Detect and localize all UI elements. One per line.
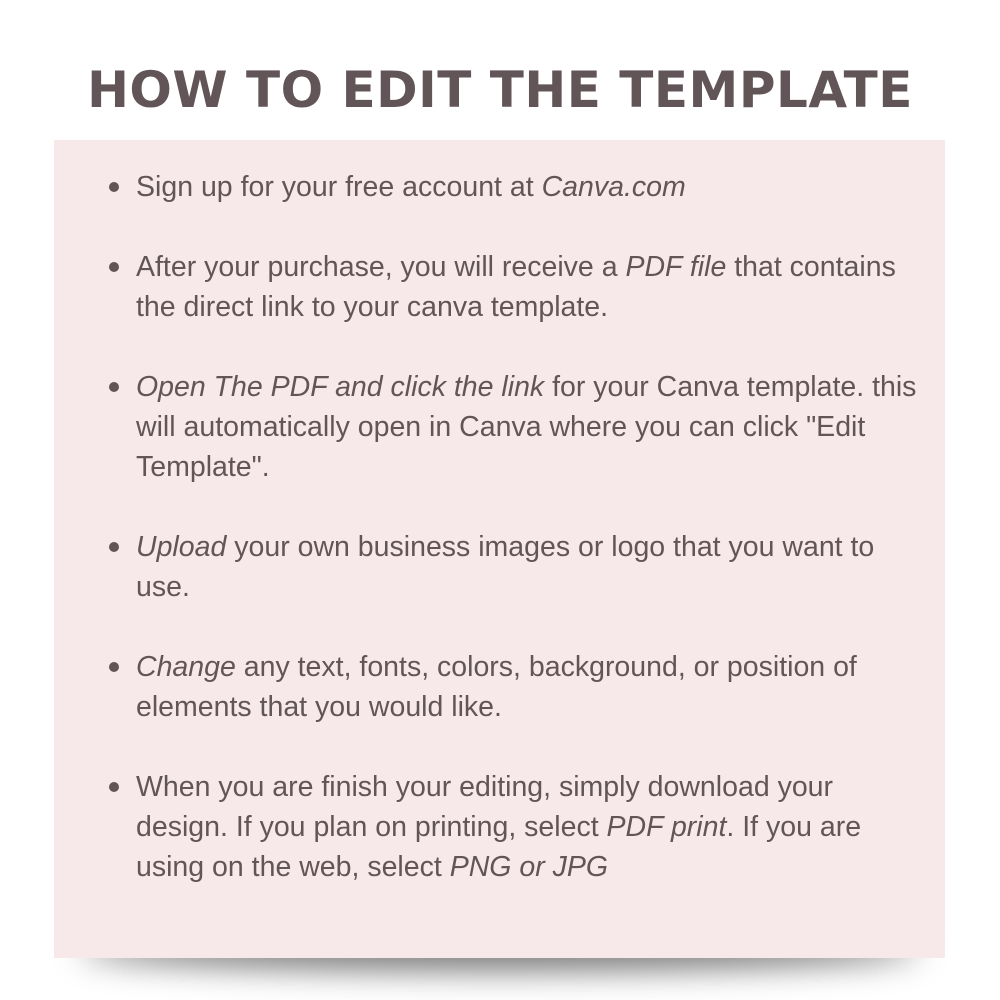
- step-text: . If you are using on the web, select: [136, 811, 862, 883]
- emphasis-text: PDF print: [606, 811, 727, 843]
- emphasis-text: PNG or JPG: [449, 851, 609, 883]
- step-text: When you are finish your editing, simply download your design. If you plan on printing, select: [136, 771, 834, 843]
- emphasis-text: Upload: [136, 531, 227, 563]
- step-text: that contains the direct link to your canva template.: [136, 251, 896, 323]
- step-text: any text, fonts, colors, background, or position of elements that you would like.: [136, 651, 857, 723]
- bullet-icon: [109, 782, 119, 792]
- list-item: [136, 247, 926, 327]
- bullet-icon: [109, 662, 119, 672]
- bullet-icon: [109, 182, 119, 192]
- step-text: for your Canva template. this will automatically open in Canva where you can click "Edit Template".: [136, 371, 917, 483]
- emphasis-text: Open The PDF and click the link: [136, 371, 545, 403]
- emphasis-text: PDF file: [625, 251, 727, 283]
- list-item: [136, 167, 926, 207]
- list-item: [136, 647, 926, 727]
- bullet-icon: [109, 382, 119, 392]
- bullet-icon: [109, 542, 119, 552]
- step-text: After your purchase, you will receive a: [136, 251, 626, 283]
- bullet-icon: [109, 262, 119, 272]
- step-text: your own business images or logo that you want to use.: [136, 531, 875, 603]
- list-item: [136, 367, 926, 487]
- emphasis-text: Canva.com: [541, 171, 686, 203]
- emphasis-text: Change: [136, 651, 236, 683]
- list-item: [136, 767, 926, 887]
- step-text: Sign up for your free account at: [136, 171, 542, 203]
- list-item: [136, 527, 926, 607]
- page-title: HOW TO EDIT THE TEMPLATE: [87, 61, 913, 119]
- steps-list: [136, 167, 926, 927]
